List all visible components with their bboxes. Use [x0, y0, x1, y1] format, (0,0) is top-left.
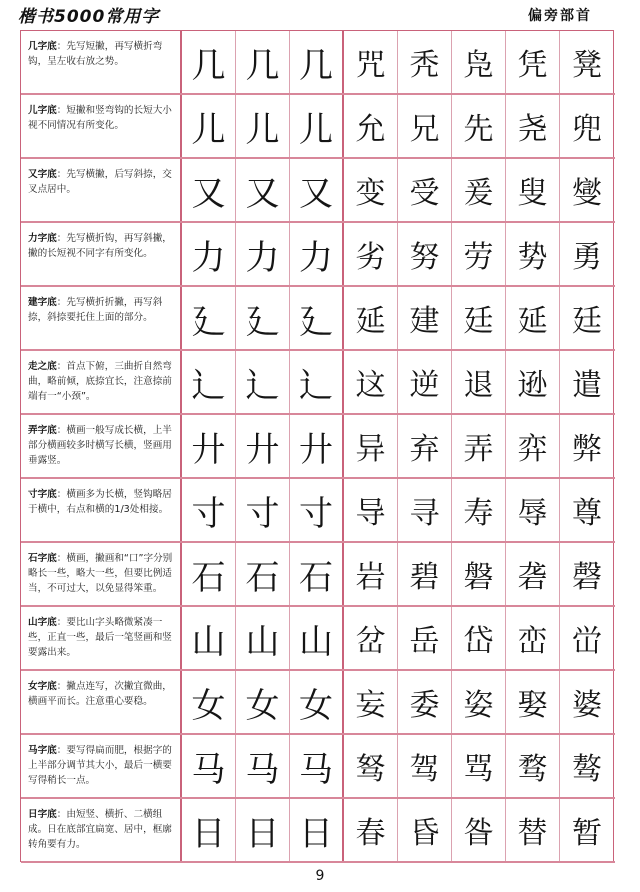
example-character: 异 — [344, 415, 398, 477]
colon: ： — [56, 681, 67, 692]
radical-sample: 石 — [290, 543, 344, 605]
radical-sample: 廾 — [236, 415, 290, 477]
colon: ： — [56, 169, 67, 180]
example-character: 劳 — [452, 223, 506, 285]
example-character: 势 — [506, 223, 560, 285]
colon: ： — [56, 489, 67, 500]
description-text: 先写横折钩，再写斜撇，撇的长短视不同字有所变化。 — [28, 233, 172, 259]
example-character: 寻 — [398, 479, 452, 541]
radical-row — [21, 479, 615, 543]
example-character: 峃 — [572, 624, 602, 659]
radical-name: 弄字底 — [28, 425, 57, 436]
radical-name: 建字底 — [28, 297, 57, 308]
radical-sample: 廴 — [236, 287, 290, 349]
radical-sample: 山 — [236, 607, 290, 669]
example-character: 驽 — [344, 735, 398, 797]
example-character: 逊 — [506, 351, 560, 413]
radical-description — [21, 287, 182, 349]
radical-row — [21, 607, 615, 671]
radical-sample: 寸 — [182, 479, 236, 541]
radical-description — [21, 607, 182, 669]
example-character: 爰 — [452, 159, 506, 221]
radical-name: 马字底 — [28, 745, 57, 756]
radical-sample: 女 — [290, 671, 344, 733]
radical-sample: 又 — [290, 159, 344, 221]
example-character: 退 — [452, 351, 506, 413]
example-character: 凭 — [506, 31, 560, 93]
radical-row — [21, 671, 615, 735]
radical-sample: 寸 — [236, 479, 290, 541]
radical-sample: 山 — [290, 607, 344, 669]
example-character: 这 — [344, 351, 398, 413]
example-character: 兜 — [572, 112, 602, 147]
radical-description — [21, 159, 182, 221]
example-character: 弈 — [506, 415, 560, 477]
example-character: 凳 — [572, 48, 602, 83]
radical-sample: 日 — [290, 799, 344, 861]
example-character: 碧 — [398, 543, 452, 605]
radical-name: 儿字底 — [28, 105, 57, 116]
radical-row — [21, 31, 615, 95]
radical-sample: 几 — [182, 31, 236, 93]
radical-sample: 儿 — [182, 95, 236, 157]
radical-sample: 辶 — [290, 351, 344, 413]
example-character: 岩 — [344, 543, 398, 605]
example-character: 允 — [344, 95, 398, 157]
example-character: 寿 — [452, 479, 506, 541]
radical-name: 日字底 — [28, 809, 57, 820]
example-character: 秃 — [398, 31, 452, 93]
example-character: 昝 — [452, 799, 506, 861]
radical-description — [21, 479, 182, 541]
radical-sample: 马 — [182, 735, 236, 797]
description-text: 先写横折折撇，再写斜捺，斜捺要托住上面的部分。 — [28, 297, 163, 323]
radical-description — [21, 799, 182, 861]
example-character: 凫 — [452, 31, 506, 93]
example-character: 骜 — [572, 752, 602, 787]
radical-description — [21, 31, 182, 93]
radical-sample: 儿 — [236, 95, 290, 157]
example-character: 弃 — [398, 415, 452, 477]
example-character: 岳 — [398, 607, 452, 669]
example-character: 遣 — [572, 368, 602, 403]
radical-sample: 又 — [182, 159, 236, 221]
radical-name: 寸字底 — [28, 489, 57, 500]
colon: ： — [56, 809, 67, 820]
radical-sample: 马 — [290, 735, 344, 797]
example-character: 先 — [452, 95, 506, 157]
example-character: 磬 — [572, 560, 602, 595]
description-text: 要比山字头略微紧凑一些，正直一些，最后一笔竖画和竖要露出来。 — [28, 617, 172, 658]
radical-row — [21, 735, 615, 799]
example-character: 燮 — [572, 176, 602, 211]
example-character: 春 — [344, 799, 398, 861]
description-text: 由短竖、横折、二横组成。日在底部宜扁宽、居中，框廓转角要有力。 — [28, 809, 172, 850]
description-text: 横画多为长横，竖钩略居于横中，右点和横的1/3处相接。 — [28, 489, 172, 515]
radical-description — [21, 223, 182, 285]
example-character: 岔 — [344, 607, 398, 669]
example-character: 尧 — [506, 95, 560, 157]
example-character: 岱 — [452, 607, 506, 669]
example-character: 逆 — [398, 351, 452, 413]
radical-row — [21, 351, 615, 415]
description-text: 撇点连写，次撇宜微曲，横画平而长。注意重心要稳。 — [28, 681, 172, 707]
radical-description — [21, 735, 182, 797]
radical-description — [21, 543, 182, 605]
radical-name: 山字底 — [28, 617, 57, 628]
example-character: 勇 — [572, 240, 602, 275]
example-character: 峦 — [506, 607, 560, 669]
example-character: 骛 — [506, 735, 560, 797]
radical-name: 又字底 — [28, 169, 57, 180]
example-character: 砻 — [506, 543, 560, 605]
example-character: 妄 — [344, 671, 398, 733]
radical-sample: 石 — [182, 543, 236, 605]
colon: ： — [56, 617, 67, 628]
radical-sample: 辶 — [236, 351, 290, 413]
description-text: 先写短撇，再写横折弯钩，呈左收右放之势。 — [28, 41, 163, 67]
radical-sample: 廴 — [290, 287, 344, 349]
radical-row — [21, 223, 615, 287]
example-character: 骂 — [452, 735, 506, 797]
description-text: 要写得扁而肥，根据字的上半部分调节其大小，最后一横要写得稍长一点。 — [28, 745, 172, 786]
example-character: 导 — [344, 479, 398, 541]
radical-row — [21, 415, 615, 479]
colon: ： — [56, 233, 67, 244]
radical-row — [21, 287, 615, 351]
example-character: 委 — [398, 671, 452, 733]
radical-sample: 又 — [236, 159, 290, 221]
example-character: 劣 — [344, 223, 398, 285]
example-character: 尊 — [572, 496, 602, 531]
radical-row — [21, 799, 615, 863]
colon: ： — [56, 553, 67, 564]
radical-sample: 力 — [290, 223, 344, 285]
radical-row — [21, 159, 615, 223]
example-character: 延 — [344, 287, 398, 349]
example-character: 婆 — [572, 688, 602, 723]
radical-row — [21, 95, 615, 159]
radical-name: 女字底 — [28, 681, 57, 692]
description-text: 首点下俯，三曲折自然弯曲，略前倾，底捺宜长，注意捺前端有一“小颈”。 — [28, 361, 172, 402]
description-text: 短撇和竖弯钩的长短大小视不同情况有所变化。 — [28, 105, 172, 131]
book-title: 楷书5000常用字 — [18, 7, 160, 27]
radical-row — [21, 543, 615, 607]
radical-description — [21, 351, 182, 413]
radical-sample: 力 — [236, 223, 290, 285]
radical-sample: 几 — [236, 31, 290, 93]
description-text: 横画，撇画和“口”字分别略长一些，略大一些，但要比例适当，不可过大，以免显得笨重。 — [28, 553, 173, 594]
radical-sample: 廴 — [182, 287, 236, 349]
colon: ： — [56, 105, 67, 116]
example-character: 廷 — [572, 304, 602, 339]
example-character: 弄 — [452, 415, 506, 477]
colon: ： — [56, 41, 67, 52]
example-character: 暂 — [572, 816, 602, 851]
radical-sample: 女 — [236, 671, 290, 733]
radical-sample: 日 — [182, 799, 236, 861]
radical-sample: 辶 — [182, 351, 236, 413]
section-title: 偏旁部首 — [528, 8, 592, 24]
example-character: 驾 — [398, 735, 452, 797]
description-text: 横画一般写成长横，上半部分横画较多时横写长横，竖画用垂露竖。 — [28, 425, 172, 466]
colon: ： — [56, 745, 67, 756]
example-character: 兄 — [398, 95, 452, 157]
example-character: 建 — [398, 287, 452, 349]
radical-sample: 儿 — [290, 95, 344, 157]
example-character: 辱 — [506, 479, 560, 541]
example-character: 娶 — [506, 671, 560, 733]
description-text: 先写横撇，后写斜捺，交叉点居中。 — [28, 169, 172, 195]
colon: ： — [56, 361, 67, 372]
colon: ： — [56, 297, 67, 308]
example-character: 磐 — [452, 543, 506, 605]
radical-sample: 马 — [236, 735, 290, 797]
radical-sample: 廾 — [290, 415, 344, 477]
example-character: 延 — [506, 287, 560, 349]
example-character: 姿 — [452, 671, 506, 733]
example-character: 变 — [344, 159, 398, 221]
example-character: 廷 — [452, 287, 506, 349]
page-header — [0, 0, 640, 30]
example-character: 受 — [398, 159, 452, 221]
radical-description — [21, 415, 182, 477]
example-character: 叟 — [506, 159, 560, 221]
radical-sample: 女 — [182, 671, 236, 733]
radical-sample: 日 — [236, 799, 290, 861]
radical-description — [21, 95, 182, 157]
radical-sample: 廾 — [182, 415, 236, 477]
example-character: 弊 — [572, 432, 602, 467]
radical-name: 石字底 — [28, 553, 57, 564]
example-character: 咒 — [344, 31, 398, 93]
radical-description — [21, 671, 182, 733]
colon: ： — [56, 425, 67, 436]
radical-sample: 力 — [182, 223, 236, 285]
practice-grid — [20, 30, 614, 862]
radical-sample: 石 — [236, 543, 290, 605]
radical-sample: 几 — [290, 31, 344, 93]
example-character: 昏 — [398, 799, 452, 861]
example-character: 努 — [398, 223, 452, 285]
radical-name: 几字底 — [28, 41, 57, 52]
example-character: 替 — [506, 799, 560, 861]
radical-sample: 寸 — [290, 479, 344, 541]
radical-name: 走之底 — [28, 361, 57, 372]
radical-name: 力字底 — [28, 233, 57, 244]
page-number: 9 — [315, 868, 325, 884]
radical-sample: 山 — [182, 607, 236, 669]
